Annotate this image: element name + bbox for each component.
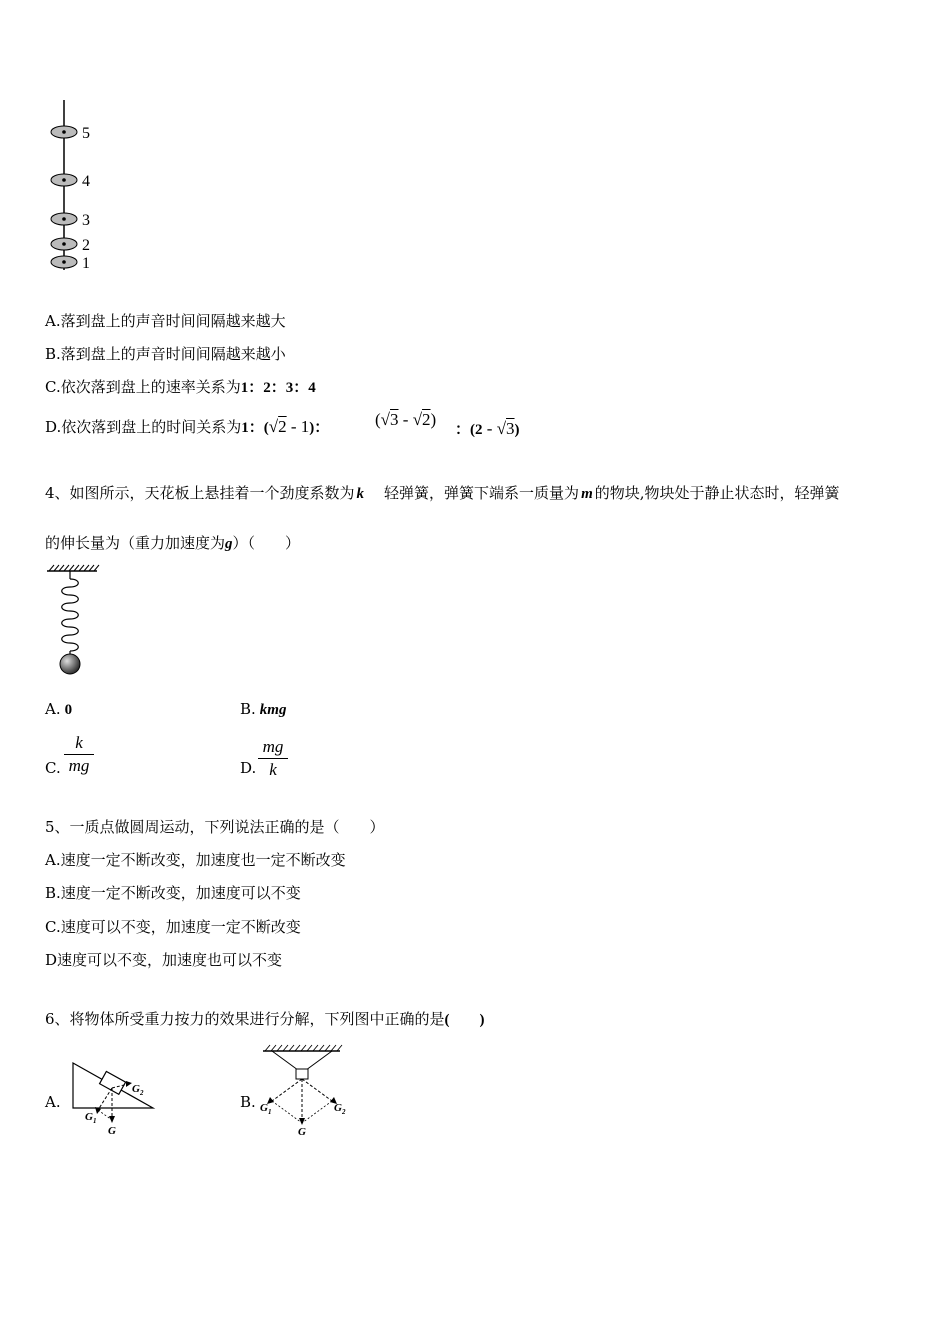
disc-label-2: 2 [82,237,90,254]
q4-option-c-label: C. [45,759,61,777]
q3-d-term2-open: ( [375,410,381,429]
q3-d-sep: ： [455,422,471,438]
q6-stem-paren: ( ) [444,1012,485,1028]
disc-2 [51,238,77,250]
q4-option-b-label: B. [240,700,256,718]
q4-option-a-value: 0 [64,702,73,718]
incline-label-g2: $G_2$ [132,1083,144,1097]
disc-label-5: 5 [82,125,90,142]
q3-d-term1-rest: - 1 [286,417,310,436]
q4-stem-text-c: 的物块,物块处于静止状态时，轻弹簧 [594,484,840,502]
disc-3 [51,213,77,225]
q3-d-sqrt3: √3 [380,410,399,429]
q4-option-c-fraction [64,733,94,776]
hanging-label-g: G [298,1126,306,1138]
q4-option-a-label: A. [45,700,61,718]
q6-option-b-label: B. [240,1093,256,1111]
q5-option-c: C.速度可以不变，加速度一定不断改变 [45,918,301,936]
disc-label-3: 3 [82,212,90,229]
q3-d-term3-close: ) [514,422,520,438]
q3-d-term2-minus: - [398,410,413,429]
q6-stem [45,1008,485,1029]
disc-1 [51,256,77,268]
q3-option-d-term2 [375,410,436,430]
q3-option-d-term3 [455,418,520,439]
hanging-label-g2: $G_2$ [334,1102,346,1116]
q5-stem: 5、一质点做圆周运动，下列说法正确的是（ ） [45,818,385,836]
q4-option-d-fraction [258,737,288,780]
q6-stem-text: 6、将物体所受重力按力的效果进行分解，下列图中正确的是 [45,1010,445,1028]
incline-force-figure [68,1058,163,1138]
hanging-force-figure [258,1043,353,1138]
q3-option-d-one: 1： [241,420,264,436]
disc-label-1: 1 [82,255,90,272]
q4-stem-line1 [45,482,840,503]
q5-option-a: A.速度一定不断改变，加速度也一定不断改变 [45,851,346,869]
q4-option-c-numerator: k [75,733,83,752]
q4-stem-text-a: 4、如图所示，天花板上悬挂着一个劲度系数为 [45,484,355,502]
q3-d-term1-open: ( [263,420,269,436]
q4-option-a [45,700,72,719]
q4-option-d-numerator: mg [262,737,284,756]
disc-5 [51,126,77,138]
q3-d-term3-open: (2 [470,422,483,438]
q3-option-c [45,376,316,397]
q6-option-a-label: A. [45,1093,61,1111]
q4-stem-text-b: 轻弹簧，弹簧下端系一质量为 [384,484,580,502]
q5-option-b: B.速度一定不断改变，加速度可以不变 [45,884,301,902]
disc-4 [51,174,77,186]
falling-discs-figure [40,100,120,275]
q4-var-k: k [356,486,365,502]
q4-option-c-denominator: mg [68,756,90,775]
q3-d-term3-minus: - [482,419,497,438]
hanging-label-g1: $G_1$ [260,1102,272,1116]
q4-option-d-denominator: k [269,760,277,779]
spring-figure [45,565,105,680]
q3-d-term1-close: )： [309,420,330,436]
q3-d-term2-close: ) [430,410,437,429]
ball [60,654,80,674]
q4-option-b [240,700,286,719]
q3-option-c-ratio: 1：2：3：4 [240,380,316,396]
q3-d-sqrt2b: √2 [412,410,431,429]
q4-var-m: m [581,486,593,502]
q3-option-b: B.落到盘上的声音时间间隔越来越小 [45,345,286,363]
incline-label-g1: $G_1$ [85,1111,97,1125]
q3-d-sqrt3b: √3 [496,419,515,438]
q3-option-d [45,416,329,437]
q4-var-g: g [225,536,233,552]
q4-stem-line2 [45,532,300,553]
q3-option-a: A.落到盘上的声音时间间隔越来越大 [45,312,286,330]
q3-option-c-text: C.依次落到盘上的速率关系为 [45,378,241,396]
q4-stem-text-e: ）（ ） [232,534,301,552]
disc-label-4: 4 [82,173,90,190]
incline-label-g: G [108,1125,116,1137]
q4-option-b-value: kmg [259,702,287,718]
q3-d-sqrt2: √2 [268,417,287,436]
q5-option-d: D速度可以不变，加速度也可以不变 [45,951,283,969]
q4-option-d-label: D. [240,759,257,777]
q3-option-d-text: D.依次落到盘上的时间关系为 [45,418,242,436]
q4-stem-text-d: 的伸长量为（重力加速度为 [45,534,226,552]
